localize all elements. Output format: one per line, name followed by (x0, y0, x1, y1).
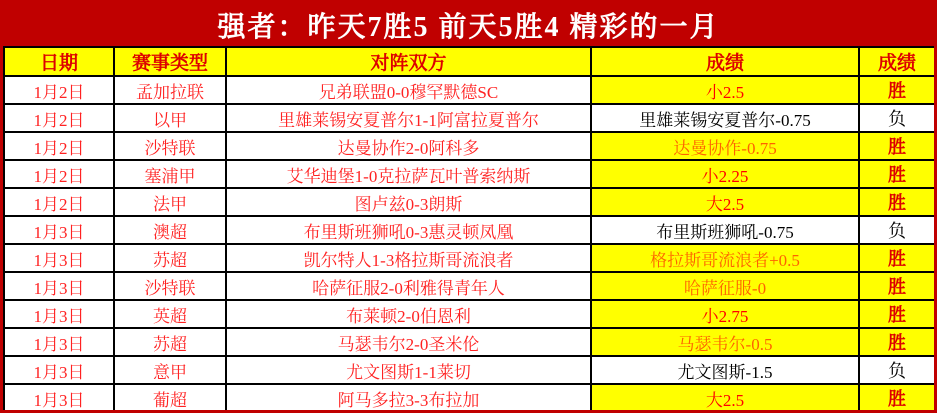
match-cell: 布莱顿2-0伯恩利 (226, 300, 591, 328)
result-cell: 负 (859, 216, 935, 244)
promo-title: 强者：昨天7胜5 前天5胜4 精彩的一月 (3, 3, 934, 46)
column-header-result: 成绩 (859, 47, 935, 76)
table-row (4, 160, 935, 188)
league-cell: 意甲 (114, 356, 226, 384)
result-cell: 负 (859, 104, 935, 132)
match-cell: 阿马多拉3-3布拉加 (226, 384, 591, 412)
pick-cell: 大2.5 (591, 384, 859, 412)
league-cell: 塞浦甲 (114, 160, 226, 188)
pick-cell: 小2.5 (591, 76, 859, 104)
table-row (4, 244, 935, 272)
match-cell: 哈萨征服2-0利雅得青年人 (226, 272, 591, 300)
result-cell: 胜 (859, 244, 935, 272)
league-cell: 苏超 (114, 244, 226, 272)
date-cell: 1月2日 (4, 76, 114, 104)
table-row (4, 300, 935, 328)
table-row (4, 132, 935, 160)
date-cell: 1月2日 (4, 132, 114, 160)
table-row (4, 104, 935, 132)
table-row (4, 384, 935, 412)
league-cell: 英超 (114, 300, 226, 328)
table-row (4, 356, 935, 384)
match-cell: 达曼协作2-0阿科多 (226, 132, 591, 160)
match-cell: 兄弟联盟0-0穆罕默德SC (226, 76, 591, 104)
column-header-match: 对阵双方 (226, 47, 591, 76)
column-header-league: 赛事类型 (114, 47, 226, 76)
table-row (4, 188, 935, 216)
match-cell: 马瑟韦尔2-0圣米伦 (226, 328, 591, 356)
match-cell: 里雄莱锡安夏普尔1-1阿富拉夏普尔 (226, 104, 591, 132)
match-cell: 艾华迪堡1-0克拉萨瓦叶普索纳斯 (226, 160, 591, 188)
pick-cell: 大2.5 (591, 188, 859, 216)
league-cell: 澳超 (114, 216, 226, 244)
date-cell: 1月3日 (4, 272, 114, 300)
table-row (4, 76, 935, 104)
pick-cell: 格拉斯哥流浪者+0.5 (591, 244, 859, 272)
date-cell: 1月3日 (4, 244, 114, 272)
result-cell: 胜 (859, 272, 935, 300)
league-cell: 孟加拉联 (114, 76, 226, 104)
pick-cell: 布里斯班狮吼-0.75 (591, 216, 859, 244)
match-cell: 图卢兹0-3朗斯 (226, 188, 591, 216)
match-cell: 尤文图斯1-1莱切 (226, 356, 591, 384)
table-row (4, 328, 935, 356)
pick-cell: 马瑟韦尔-0.5 (591, 328, 859, 356)
match-cell: 布里斯班狮吼0-3惠灵顿凤凰 (226, 216, 591, 244)
pick-cell: 哈萨征服-0 (591, 272, 859, 300)
results-table-body (4, 76, 935, 412)
league-cell: 沙特联 (114, 272, 226, 300)
result-cell: 负 (859, 356, 935, 384)
date-cell: 1月3日 (4, 356, 114, 384)
pick-cell: 小2.75 (591, 300, 859, 328)
league-cell: 葡超 (114, 384, 226, 412)
pick-cell: 小2.25 (591, 160, 859, 188)
date-cell: 1月3日 (4, 216, 114, 244)
result-cell: 胜 (859, 160, 935, 188)
result-cell: 胜 (859, 188, 935, 216)
date-cell: 1月2日 (4, 188, 114, 216)
date-cell: 1月3日 (4, 328, 114, 356)
result-cell: 胜 (859, 76, 935, 104)
pick-cell: 达曼协作-0.75 (591, 132, 859, 160)
result-cell: 胜 (859, 132, 935, 160)
date-cell: 1月3日 (4, 300, 114, 328)
league-cell: 苏超 (114, 328, 226, 356)
column-header-date: 日期 (4, 47, 114, 76)
result-cell: 胜 (859, 328, 935, 356)
match-cell: 凯尔特人1-3格拉斯哥流浪者 (226, 244, 591, 272)
date-cell: 1月2日 (4, 160, 114, 188)
pick-cell: 尤文图斯-1.5 (591, 356, 859, 384)
result-cell: 胜 (859, 300, 935, 328)
table-row (4, 216, 935, 244)
league-cell: 法甲 (114, 188, 226, 216)
league-cell: 以甲 (114, 104, 226, 132)
table-row (4, 272, 935, 300)
result-cell: 胜 (859, 384, 935, 412)
league-cell: 沙特联 (114, 132, 226, 160)
header-row (4, 47, 935, 76)
date-cell: 1月2日 (4, 104, 114, 132)
column-header-pick: 成绩 (591, 47, 859, 76)
date-cell: 1月3日 (4, 384, 114, 412)
pick-cell: 里雄莱锡安夏普尔-0.75 (591, 104, 859, 132)
results-table (3, 46, 936, 413)
